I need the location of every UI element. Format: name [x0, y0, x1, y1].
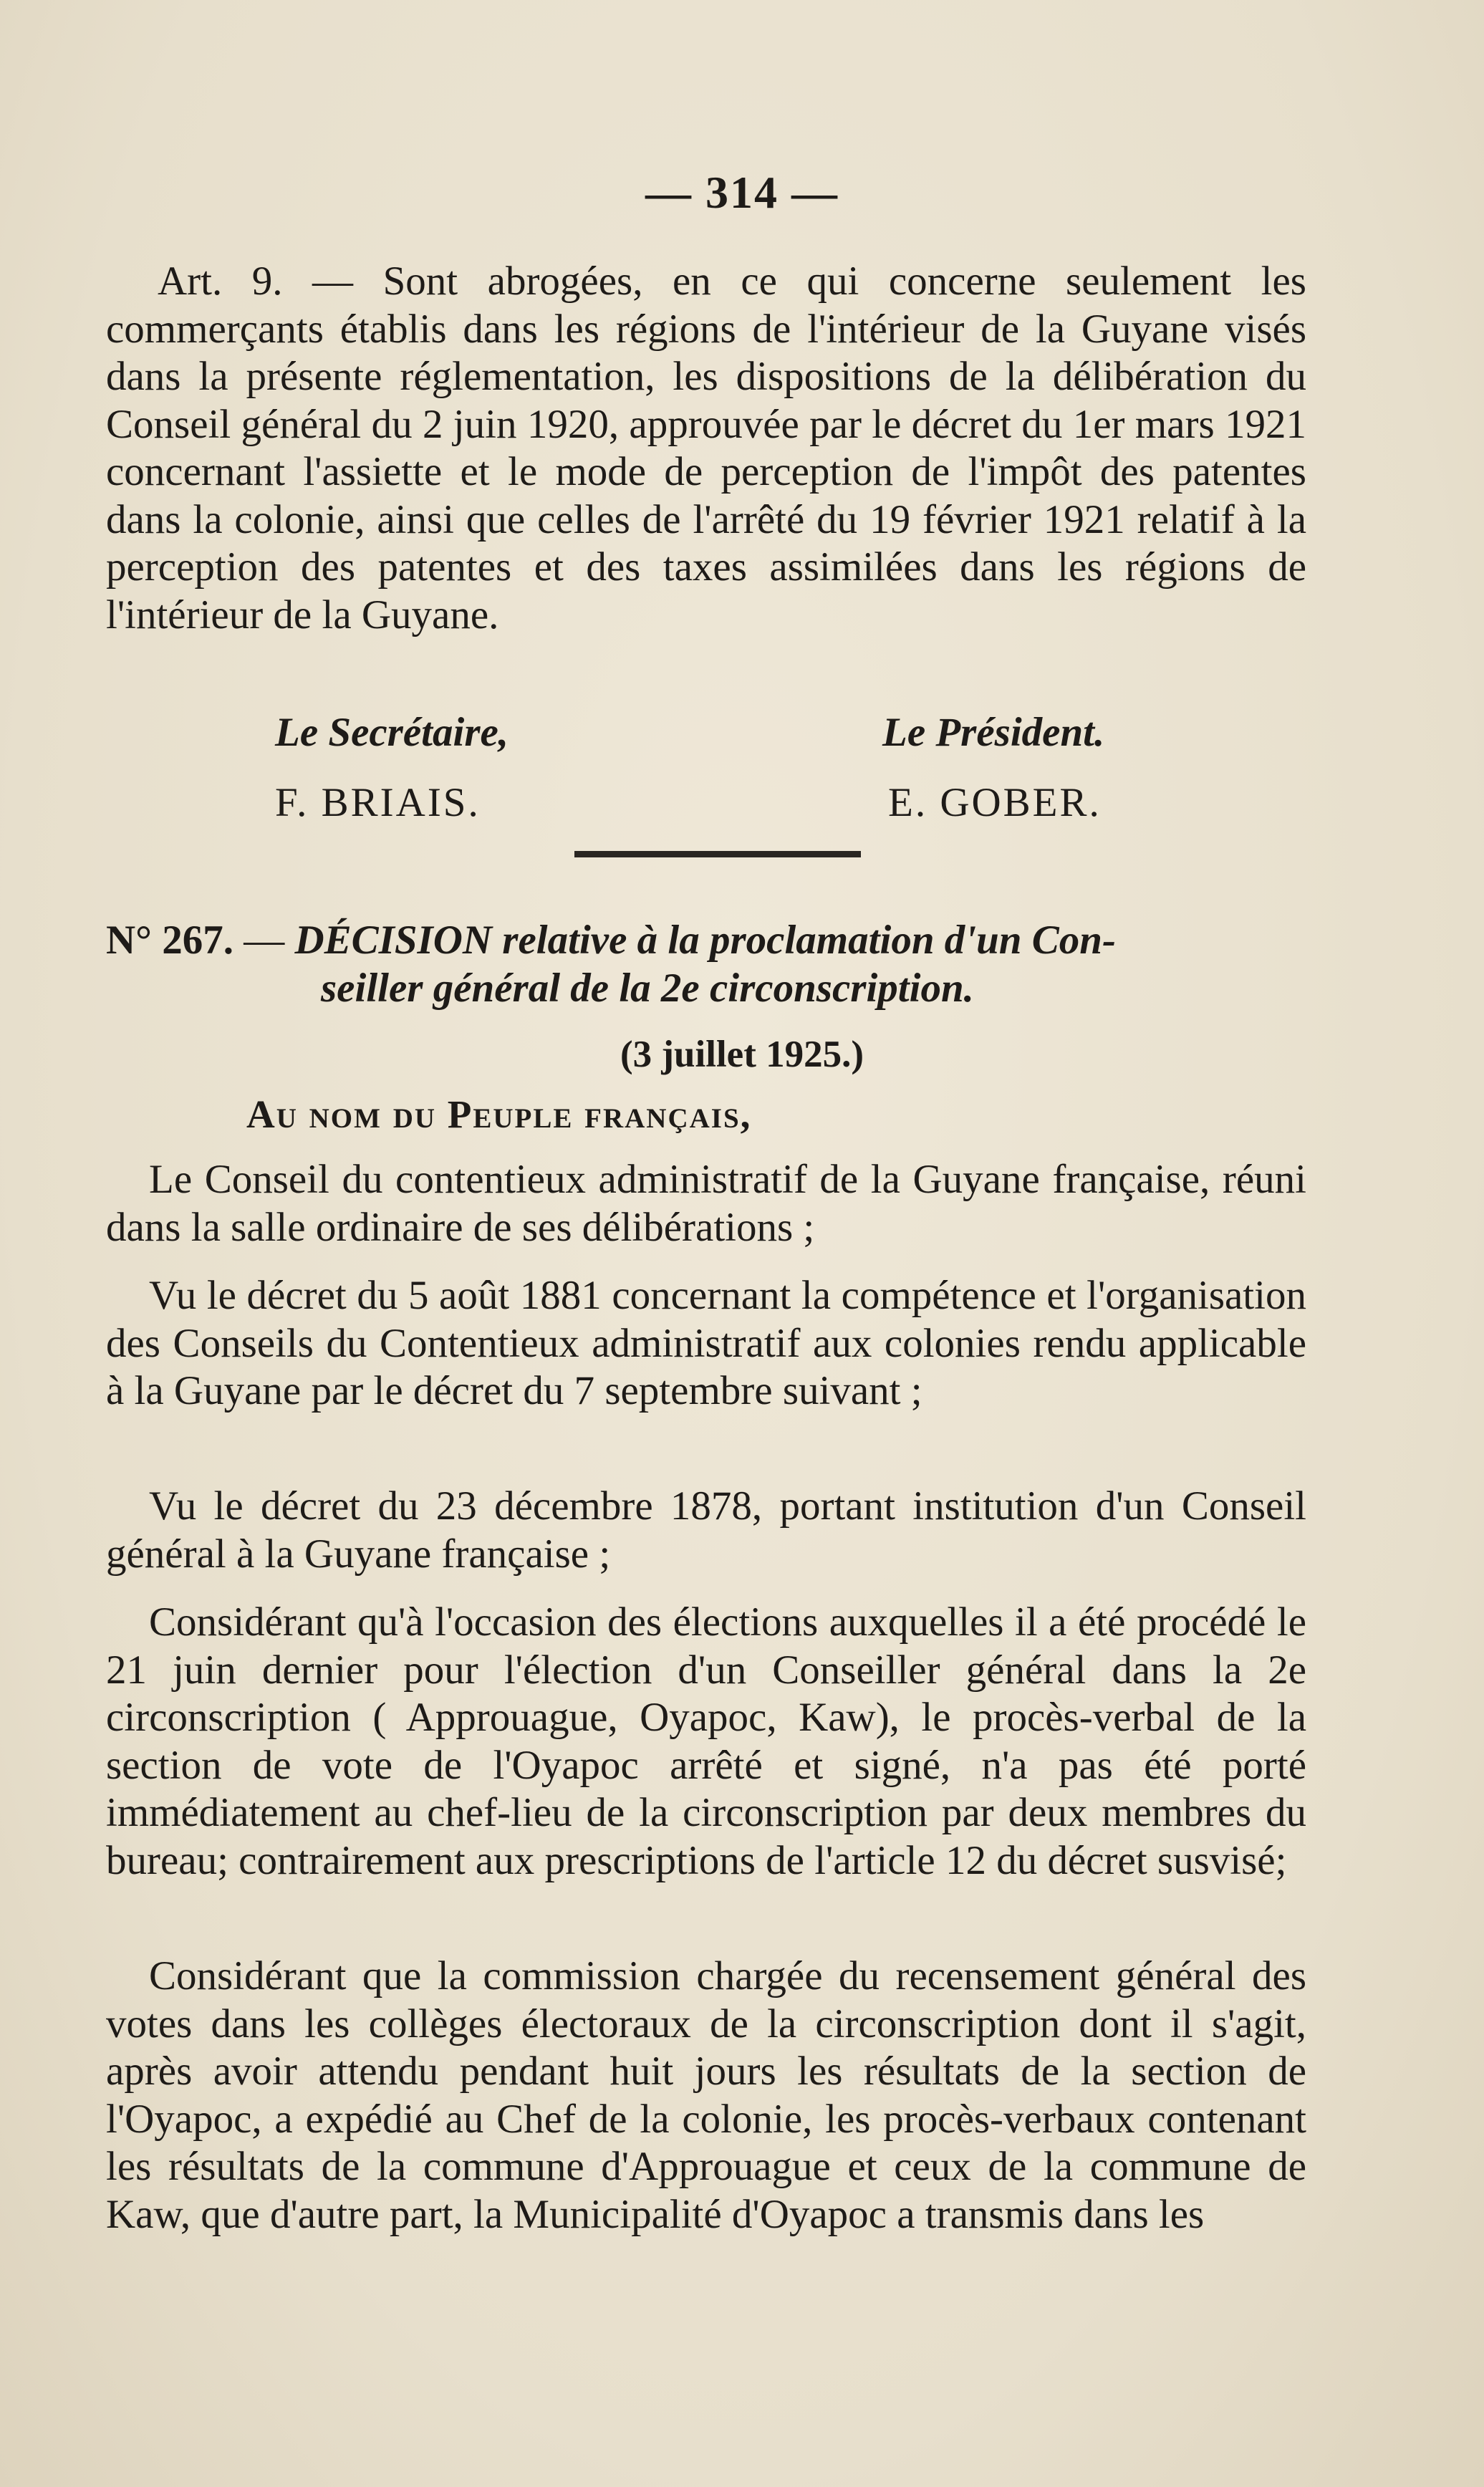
paragraph-conseil: Le Conseil du contentieux administratif de la Guyane française, réuni dans la salle ordinaire de ses délibérations ; [106, 1157, 1306, 1250]
section-divider [574, 851, 861, 857]
decision-date: (3 juillet 1925.) [620, 1034, 864, 1075]
decision-heading [106, 917, 1306, 1012]
paragraph-considerant-1: Considérant qu'à l'occasion des élections auxquelles il a été procédé le 21 juin dernier pour l'élection d'un Conseiller général dans la 2e circonscription ( Approuague, Oyapoc, Kaw), le procès-verbal de la section de vote de l'Oyapoc arrêté et signé, n'a pas été porté immédiatement au chef-lieu de la circonscription par deux membres du bureau; contrairement aux prescriptions de l'article 12 du décret susvisé; [106, 1600, 1306, 1883]
page-number: — 314 — [645, 167, 839, 218]
president-title: Le Président. [882, 710, 1105, 755]
decision-dash: — [244, 918, 285, 963]
paragraph-vu-decret-1878: Vu le décret du 23 décembre 1878, portant institution d'un Conseil général à la Guyane française ; [106, 1483, 1306, 1577]
decision-title-line1: DÉCISION relative à la proclamation d'un Con- [294, 918, 1116, 963]
secretary-title: Le Secrétaire, [275, 710, 509, 755]
au-nom-heading: Au nom du Peuple français, [246, 1092, 752, 1136]
president-name: E. GOBER. [888, 780, 1102, 825]
paragraph-considerant-2: Considérant que la commission chargée du recensement général des votes dans les collèges électoraux de la circonscription dont il s'agit, après avoir attendu pendant huit jours les résultats de la section de l'Oyapoc, a expédié au Chef de la colonie, les procès-verbaux contenant les résultats de la commune d'Approuague et ceux de la commune de Kaw, que d'autre part, la Municipalité d'Oyapoc a transmis dans les [106, 1953, 1306, 2237]
secretary-name: F. BRIAIS. [275, 780, 481, 825]
paragraph-vu-decret-1881: Vu le décret du 5 août 1881 concernant la compétence et l'organisation des Conseils du Contentieux administratif aux colonies rendu applicable à la Guyane par le décret du 7 septembre suivant ; [106, 1273, 1306, 1413]
article-9-paragraph: Art. 9. — Sont abrogées, en ce qui concerne seulement les commerçants établis dans les régions de l'intérieur de la Guyane visés dans la présente réglementation, les dispositions de la délibération du Conseil général du 2 juin 1920, approuvée par le décret du 1er mars 1921 concernant l'assiette et le mode de perception de l'impôt des patentes dans la colonie, ainsi que celles de l'arrêté du 19 février 1921 relatif à la perception des patentes et des taxes assimilées dans les régions de l'intérieur de la Guyane. [106, 259, 1306, 638]
decision-title-line2: seiller général de la 2e circonscription. [321, 965, 974, 1011]
decision-number: N° 267. [106, 918, 233, 963]
